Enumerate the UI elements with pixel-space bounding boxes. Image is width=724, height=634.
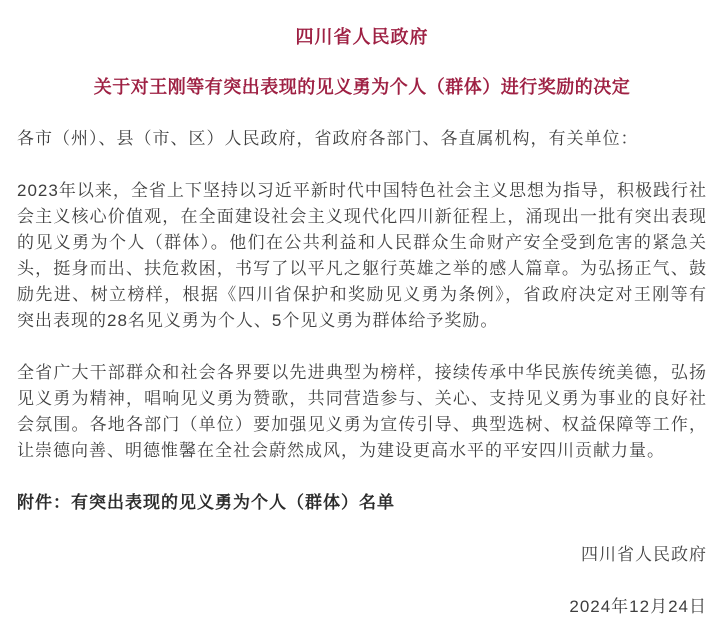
document-title: 四川省人民政府 (295, 27, 429, 47)
body-paragraph-2: 全省广大干部群众和社会各界要以先进典型为榜样，接续传承中华民族传统美德，弘扬见义勇为精神，唱响见义勇为赞歌，共同营造参与、关心、支持见义勇为事业的良好社会氛围。各地各部门（单位）要加强见义勇为宣传引导、典型选树、权益保障等工作，让崇德向善、明德惟馨在全社会蔚然成风，为建设更高水平的平安四川贡献力量。 (17, 363, 707, 460)
document-subtitle: 关于对王刚等有突出表现的见义勇为个人（群体）进行奖励的决定 (93, 77, 631, 97)
issue-date: 2024年12月24日 (569, 597, 707, 616)
salutation-line: 各市（州）、县（市、区）人民政府，省政府各部门、各直属机构，有关单位： (17, 129, 639, 148)
attachment-note: 附件：有突出表现的见义勇为个人（群体）名单 (17, 493, 395, 512)
issuer-signature: 四川省人民政府 (581, 545, 707, 564)
body-paragraph-1: 2023年以来，全省上下坚持以习近平新时代中国特色社会主义思想为指导，积极践行社会主义核心价值观，在全面建设社会主义现代化四川新征程上，涌现出一批有突出表现的见义勇为个人（群体）。他们在公共利益和人民群众生命财产安全受到危害的紧急关头，挺身而出、扶危救困，书写了以平凡之躯行英雄之举的感人篇章。为弘扬正气、鼓励先进、树立榜样，根据《四川省保护和奖励见义勇为条例》，省政府决定对王刚等有突出表现的28名见义勇为个人、5个见义勇为群体给予奖励。 (17, 181, 707, 330)
